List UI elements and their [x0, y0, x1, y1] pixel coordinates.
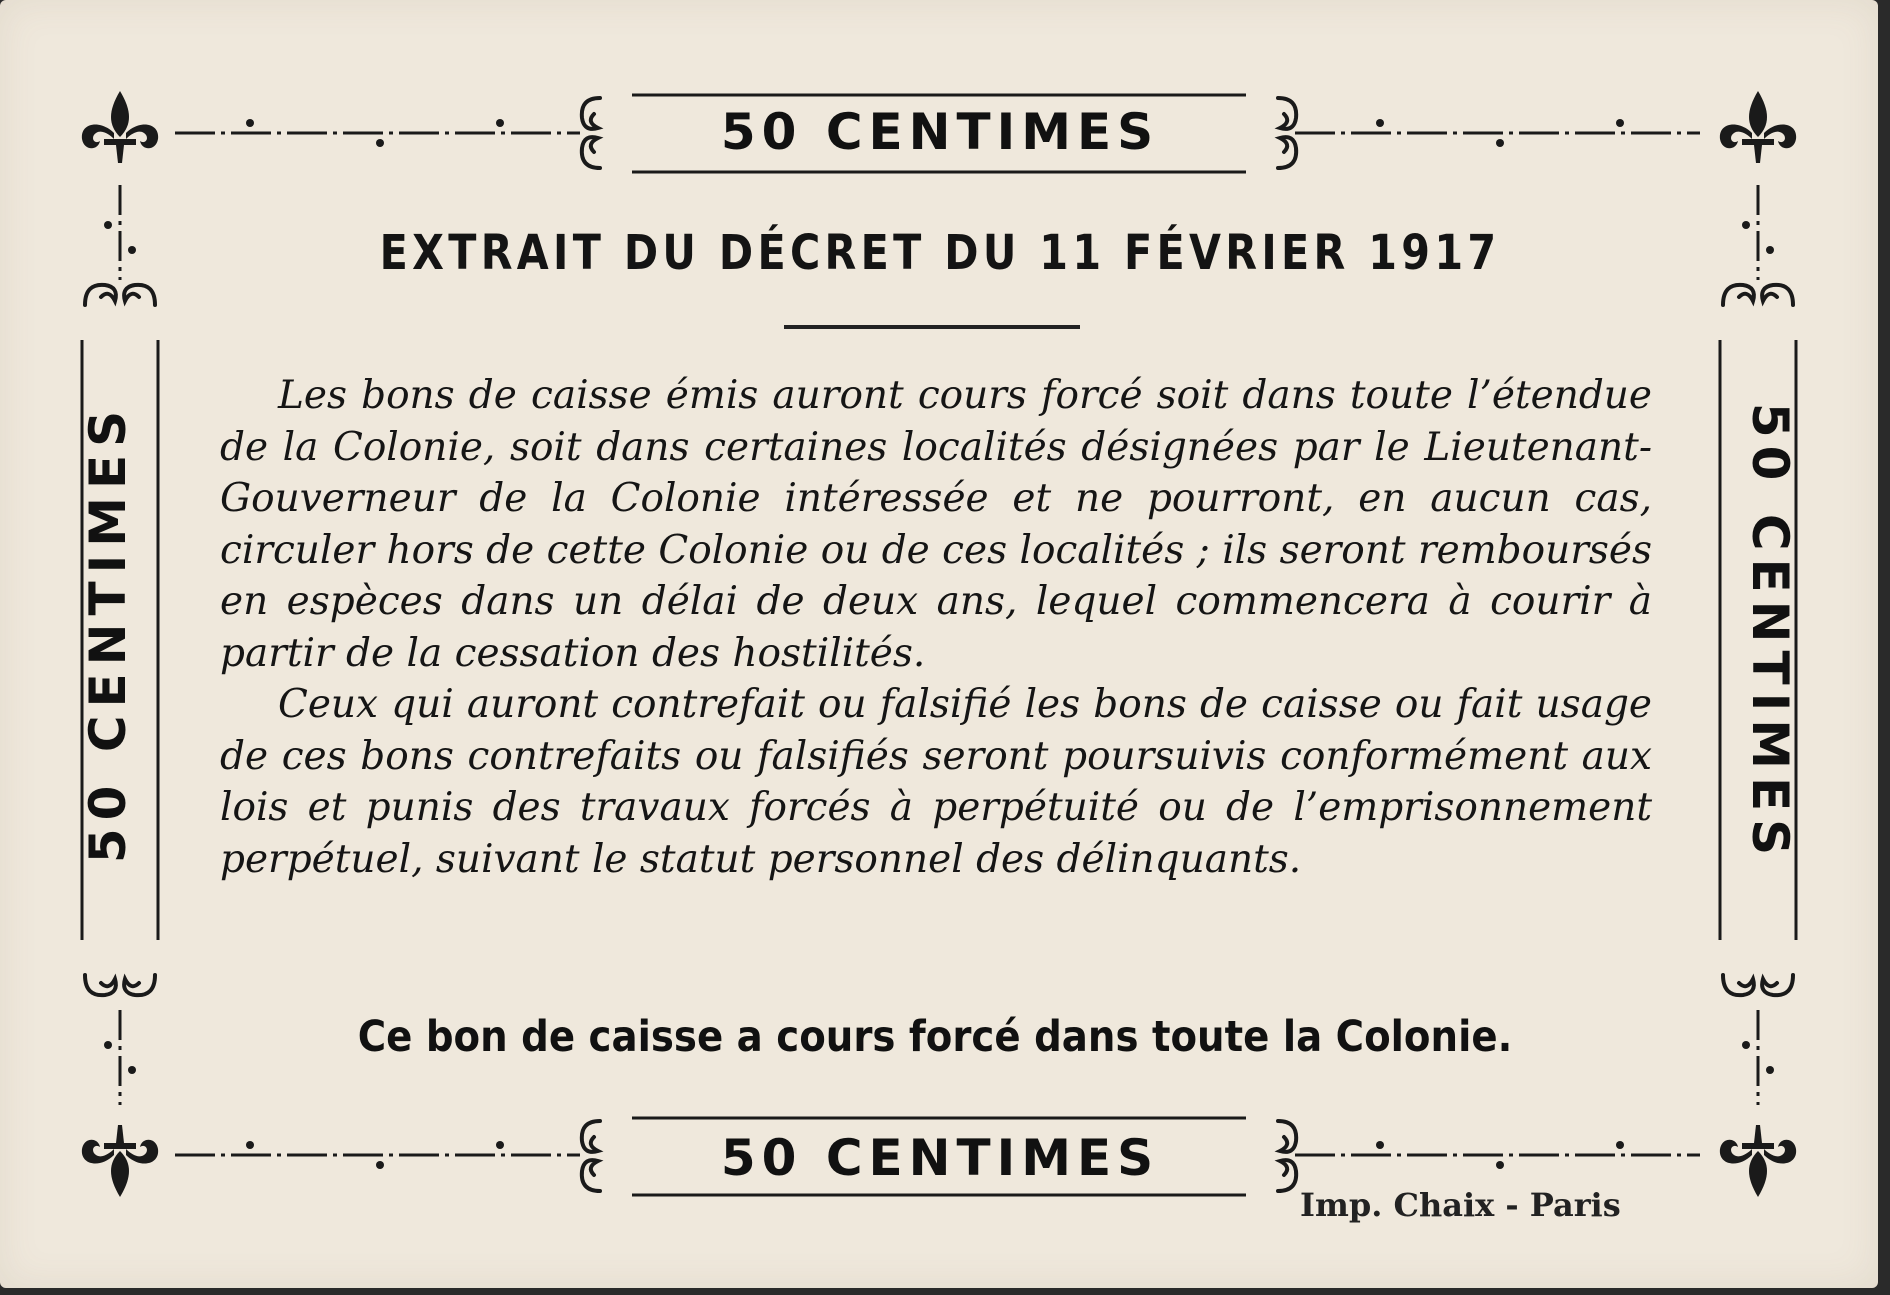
denomination-bottom: 50 CENTIMES	[720, 1129, 1160, 1187]
denomination-top: 50 CENTIMES	[720, 103, 1160, 161]
denomination-left: 50 CENTIMES	[79, 402, 137, 864]
printer-imprint: Imp. Chaix - Paris	[1300, 1186, 1621, 1224]
decree-body	[220, 370, 1652, 885]
title-divider	[784, 325, 1080, 329]
legal-tender-statement: Ce bon de caisse a cours forcé dans toute la Colonie.	[357, 1012, 1513, 1062]
decree-title: EXTRAIT DU DÉCRET DU 11 FÉVRIER 1917	[379, 225, 1501, 281]
decree-paragraph: Ceux qui auront contrefait ou falsifié les bons de caisse ou fait usage de ces bons contrefaits ou falsifiés seront poursuivis conformément aux lois et punis des travaux forcés à perpétuité ou de l’emprisonnement perpétuel, suivant le statut personnel des délinquants.	[220, 682, 1652, 882]
denomination-right: 50 CENTIMES	[1741, 402, 1799, 864]
decree-paragraph: Les bons de caisse émis auront cours forcé soit dans toute l’étendue de la Colonie, soit dans certaines localités désignées par le Lieutenant-Gouverneur de la Colonie intéressée et ne pourront, en aucun cas, circuler hors de cette Colonie ou de ces localités ; ils seront remboursés en espèces dans un délai de deux ans, lequel commencera à courir à partir de la cessation des hostilités.	[220, 373, 1652, 676]
